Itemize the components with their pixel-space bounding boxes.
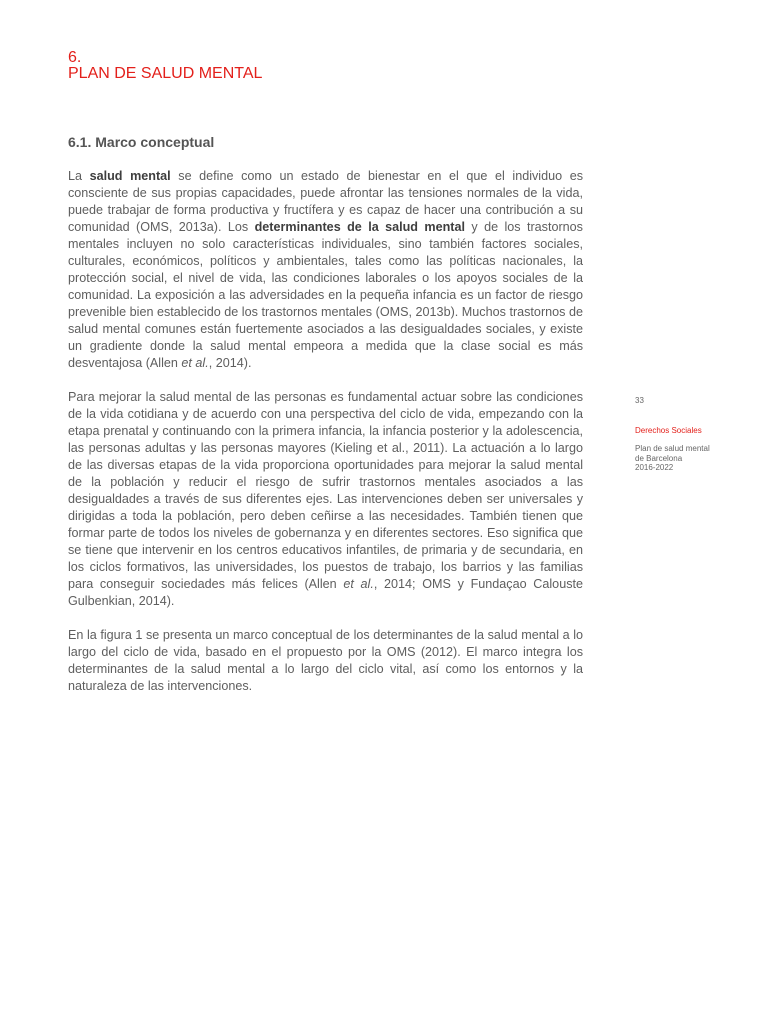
text-run: se define como un estado de bienestar en el que el individuo es consciente de sus propias capacidades, puede afrontar las tensiones normales de la vida, puede trabajar de forma productiva y fructífera y es capaz de hacer una contribución a su comunidad (OMS, 2013a). Los <box>68 169 584 234</box>
section-title: 6.1. Marco conceptual <box>68 134 215 150</box>
paragraph <box>68 627 583 695</box>
italic-run: et al. <box>343 577 374 591</box>
publication-title <box>635 444 745 473</box>
text-run: En la figura 1 se presenta un marco conceptual de los determinantes de la salud mental a lo largo del ciclo de vida, basado en el propuesto por la OMS (2012). El marco integra los determinantes de la salud mental a lo largo del ciclo vital, así como los entornos y la naturaleza de las intervenciones. <box>68 628 583 693</box>
chapter-heading <box>68 50 262 82</box>
paragraph <box>68 389 583 610</box>
chapter-title: PLAN DE SALUD MENTAL <box>68 65 263 82</box>
publication-line: de Barcelona <box>635 453 683 463</box>
publication-line: 2016-2022 <box>635 463 674 472</box>
paragraph <box>68 168 583 372</box>
text-run: , 2014; OMS y Fundaçao Calouste Gulbenkian, 2014). <box>68 577 583 608</box>
bold-term: determinantes de la salud mental <box>254 220 465 234</box>
body-text <box>68 168 583 712</box>
page-number: 33 <box>635 396 644 405</box>
italic-run: et al. <box>181 356 209 370</box>
chapter-number: 6. <box>68 49 82 66</box>
text-run: , 2014). <box>208 356 252 370</box>
publication-line: Plan de salud mental <box>635 444 710 453</box>
text-run: y de los trastornos mentales incluyen no solo características individuales, sino también factores sociales, culturales, económicos, políticos y ambientales, tales como las políticas nacionales, la protección social, el nivel de vida, las condiciones laborales o los apoyos sociales de la comunidad. La exposición a las adversidades en la pequeña infancia es un factor de riesgo prevenible bien establecido de los trastornos mentales (OMS, 2013b). Muchos trastornos de salud mental comunes están fuertemente asociados a las desigualdades sociales, y existe un gradiente donde la salud mental empeora a medida que la clase social es más desventajosa (Allen <box>68 220 583 370</box>
page-sidebar <box>635 396 745 473</box>
text-run: Para mejorar la salud mental de las personas es fundamental actuar sobre las condiciones de la vida cotidiana y de acuerdo con una perspectiva del ciclo de vida, empezando con la etapa prenatal y continuando con la primera infancia, la infancia posterior y la adolescencia, las personas adultas y las personas mayores (Kieling et al., 2011). La actuación a lo largo de las diversas etapas de la vida proporciona oportunidades para mejorar la salud mental de la población y reducir el riesgo de sufrir trastornos mentales asociados a las desigualdades a través de sus diferentes ejes. Las intervenciones deben ser universales y dirigidas a toda la población, pero deben ceñirse a las necesidades. También tienen que formar parte de todos los niveles de gobernanza y en diferentes sectores. Eso significa que se tiene que intervenir en los centros educativos infantiles, de primaria y de secundaria, en los ciclos formativos, las universidades, los puestos de trabajo, los barrios y las familias para conseguir sociedades más felices (Allen <box>68 390 583 591</box>
text-run: La <box>68 169 90 183</box>
sidebar-section-name: Derechos Sociales <box>635 425 702 435</box>
bold-term: salud mental <box>89 169 171 183</box>
